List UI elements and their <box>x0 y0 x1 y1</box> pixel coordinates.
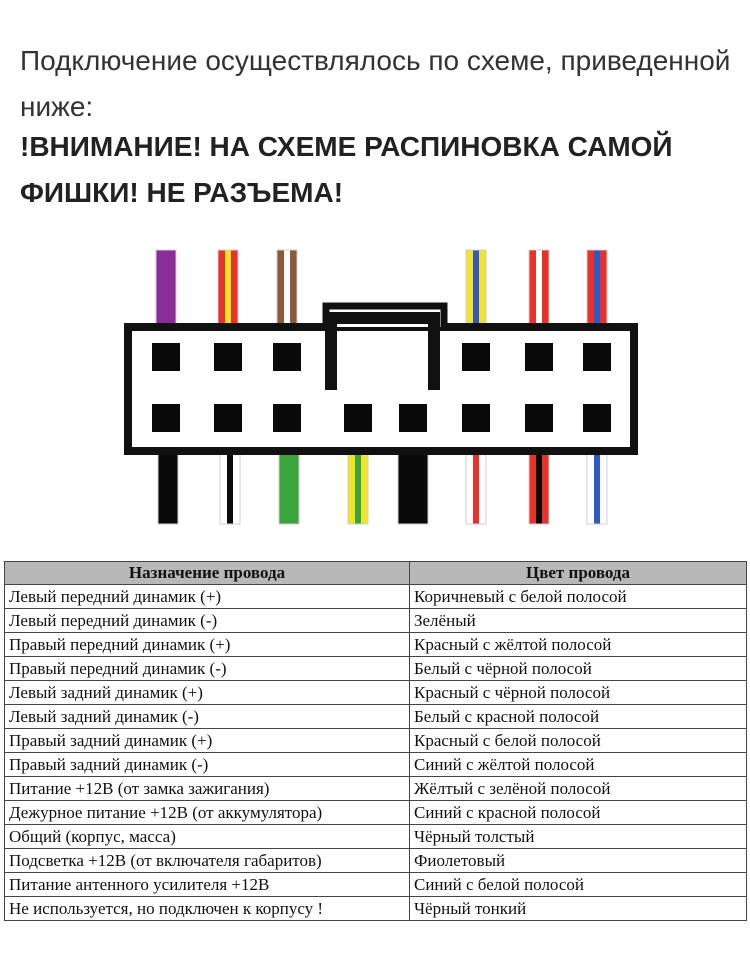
wire-body <box>156 250 176 330</box>
cell-wire-color: Фиолетовый <box>410 849 747 873</box>
cell-wire-function: Питание +12В (от замка зажигания) <box>5 777 410 801</box>
cell-wire-function: Левый передний динамик (+) <box>5 585 410 609</box>
table-row <box>5 753 747 777</box>
cell-wire-color: Красный с белой полосой <box>410 729 747 753</box>
cell-wire-function: Не используется, но подключен к корпусу ! <box>5 897 410 921</box>
pin-bottom <box>273 404 301 432</box>
wire-stripe <box>536 250 542 330</box>
cell-wire-color: Белый с чёрной полосой <box>410 657 747 681</box>
wire-stripe <box>225 250 231 330</box>
table-row <box>5 897 747 921</box>
pin-bottom <box>399 404 427 432</box>
cell-wire-function: Правый задний динамик (+) <box>5 729 410 753</box>
table-row <box>5 681 747 705</box>
top-wire <box>277 250 297 330</box>
pin-bottom <box>152 404 180 432</box>
top-wire <box>587 250 607 330</box>
bottom-wire <box>466 448 486 524</box>
bottom-wire <box>398 448 428 524</box>
pin-top <box>525 343 553 371</box>
table-row <box>5 777 747 801</box>
cell-wire-function: Левый задний динамик (+) <box>5 681 410 705</box>
wire-body <box>398 448 428 524</box>
table-row <box>5 705 747 729</box>
wire-stripe <box>473 250 479 330</box>
bottom-wires-group <box>158 448 607 524</box>
bottom-wire <box>348 448 368 524</box>
bottom-wire <box>529 448 549 524</box>
cell-wire-function: Левый задний динамик (-) <box>5 705 410 729</box>
wire-stripe <box>594 448 600 524</box>
pin-bottom <box>344 404 372 432</box>
top-wire <box>529 250 549 330</box>
table-body <box>5 585 747 921</box>
cell-wire-function: Подсветка +12В (от включателя габаритов) <box>5 849 410 873</box>
header-wire-function: Назначение провода <box>5 562 410 585</box>
table-row <box>5 609 747 633</box>
top-wire <box>156 250 176 330</box>
table-row <box>5 849 747 873</box>
pin-top <box>152 343 180 371</box>
cell-wire-function: Питание антенного усилителя +12В <box>5 873 410 897</box>
cell-wire-function: Левый передний динамик (-) <box>5 609 410 633</box>
cell-wire-function: Общий (корпус, масса) <box>5 825 410 849</box>
wire-stripe <box>536 448 542 524</box>
cell-wire-color: Синий с красной полосой <box>410 801 747 825</box>
connector-housing <box>128 327 634 451</box>
wire-stripe <box>284 250 290 330</box>
bottom-wire <box>158 448 178 524</box>
cell-wire-color: Жёлтый с зелёной полосой <box>410 777 747 801</box>
pin-bottom <box>525 404 553 432</box>
table-row <box>5 657 747 681</box>
connector-diagram <box>0 230 750 530</box>
cell-wire-function: Дежурное питание +12В (от аккумулятора) <box>5 801 410 825</box>
intro-text: Подключение осуществлялось по схеме, приведенной ниже: <box>20 45 731 122</box>
wire-stripe <box>227 448 233 524</box>
wiring-table <box>4 561 747 921</box>
header-wire-color: Цвет провода <box>410 562 747 585</box>
table-row <box>5 729 747 753</box>
warning-text: !ВНИМАНИЕ! НА СХЕМЕ РАСПИНОВКА САМОЙ ФИШКИ! НЕ РАЗЪЕМА! <box>20 131 673 208</box>
wire-body <box>279 448 299 524</box>
pin-top <box>273 343 301 371</box>
wire-stripe <box>473 448 479 524</box>
top-wire <box>218 250 238 330</box>
pin-bottom <box>583 404 611 432</box>
bottom-wire <box>587 448 607 524</box>
bottom-wire <box>220 448 240 524</box>
cell-wire-color: Синий с жёлтой полосой <box>410 753 747 777</box>
cell-wire-color: Зелёный <box>410 609 747 633</box>
table-row <box>5 873 747 897</box>
cell-wire-color: Белый с красной полосой <box>410 705 747 729</box>
cell-wire-color: Синий с белой полосой <box>410 873 747 897</box>
table-row <box>5 801 747 825</box>
cell-wire-color: Чёрный толстый <box>410 825 747 849</box>
pin-bottom <box>462 404 490 432</box>
top-wire <box>466 250 486 330</box>
bottom-wire <box>279 448 299 524</box>
pin-bottom <box>214 404 242 432</box>
pin-top <box>583 343 611 371</box>
cell-wire-function: Правый задний динамик (-) <box>5 753 410 777</box>
wire-body <box>158 448 178 524</box>
cell-wire-color: Красный с чёрной полосой <box>410 681 747 705</box>
wire-stripe <box>355 448 361 524</box>
cell-wire-function: Правый передний динамик (-) <box>5 657 410 681</box>
cell-wire-function: Правый передний динамик (+) <box>5 633 410 657</box>
cell-wire-color: Чёрный тонкий <box>410 897 747 921</box>
wire-stripe <box>594 250 600 330</box>
cell-wire-color: Коричневый с белой полосой <box>410 585 747 609</box>
pin-top <box>214 343 242 371</box>
cell-wire-color: Красный с жёлтой полосой <box>410 633 747 657</box>
table-row <box>5 633 747 657</box>
pin-top <box>462 343 490 371</box>
table-row <box>5 585 747 609</box>
table-header-row <box>5 562 747 585</box>
table-row <box>5 825 747 849</box>
